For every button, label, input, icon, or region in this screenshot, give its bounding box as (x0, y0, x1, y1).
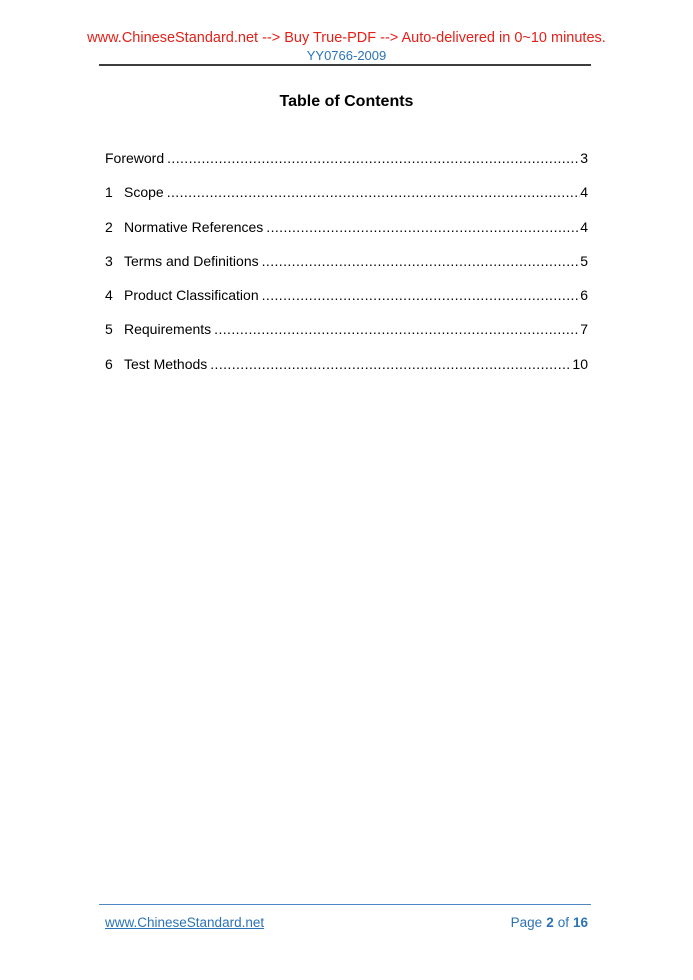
toc-dot-leader (167, 185, 581, 200)
header-promo-text: www.ChineseStandard.net --> Buy True-PDF --> Auto-delivered in 0~10 minutes. (87, 30, 606, 46)
toc-entry-page: 10 (572, 355, 588, 372)
toc-entry-label: Scope (124, 184, 164, 201)
toc-entry (105, 185, 588, 200)
of-word: of (557, 915, 569, 930)
page-current: 2 (546, 915, 554, 930)
toc-dot-leader (266, 220, 580, 235)
toc-entry-page: 7 (580, 321, 588, 338)
toc-list (105, 151, 588, 391)
toc-entry (105, 322, 588, 337)
toc-entry-number: 4 (105, 287, 113, 304)
footer-site-link[interactable]: www.ChineseStandard.net (105, 915, 265, 930)
toc-entry-number: 5 (105, 321, 113, 338)
footer-divider (99, 904, 591, 905)
toc-entry (105, 357, 588, 372)
toc-entry (105, 288, 588, 303)
page-title: Table of Contents (279, 93, 414, 110)
toc-entry-number: 2 (105, 218, 113, 235)
header-divider (99, 64, 591, 66)
toc-entry-number: 1 (105, 184, 113, 201)
toc-entry-number: 3 (105, 252, 113, 269)
toc-entry-label: Foreword (105, 150, 165, 166)
toc-entry-label: Normative References (124, 218, 264, 235)
footer (105, 914, 588, 931)
toc-entry (105, 254, 588, 269)
page-word: Page (510, 915, 543, 930)
toc-entry-page: 4 (580, 184, 588, 201)
toc-entry-number: 6 (105, 355, 113, 372)
toc-entry-page: 4 (580, 218, 588, 235)
toc-entry-page: 6 (580, 287, 588, 304)
toc-dot-leader (214, 322, 580, 337)
toc-dot-leader (210, 357, 572, 372)
toc-dot-leader (262, 254, 581, 269)
toc-dot-leader (167, 151, 580, 166)
page-indicator (511, 914, 588, 931)
toc-entry-label: Terms and Definitions (124, 252, 259, 269)
toc-entry-page: 3 (580, 150, 588, 166)
toc-entry (105, 151, 588, 166)
standard-code: YY0766-2009 (306, 48, 387, 63)
page-total: 16 (572, 915, 588, 930)
toc-entry-label: Test Methods (124, 355, 208, 372)
toc-dot-leader (262, 288, 581, 303)
toc-entry-page: 5 (580, 252, 588, 269)
toc-entry-label: Product Classification (124, 287, 259, 304)
toc-entry-label: Requirements (124, 321, 212, 338)
toc-entry (105, 220, 588, 235)
